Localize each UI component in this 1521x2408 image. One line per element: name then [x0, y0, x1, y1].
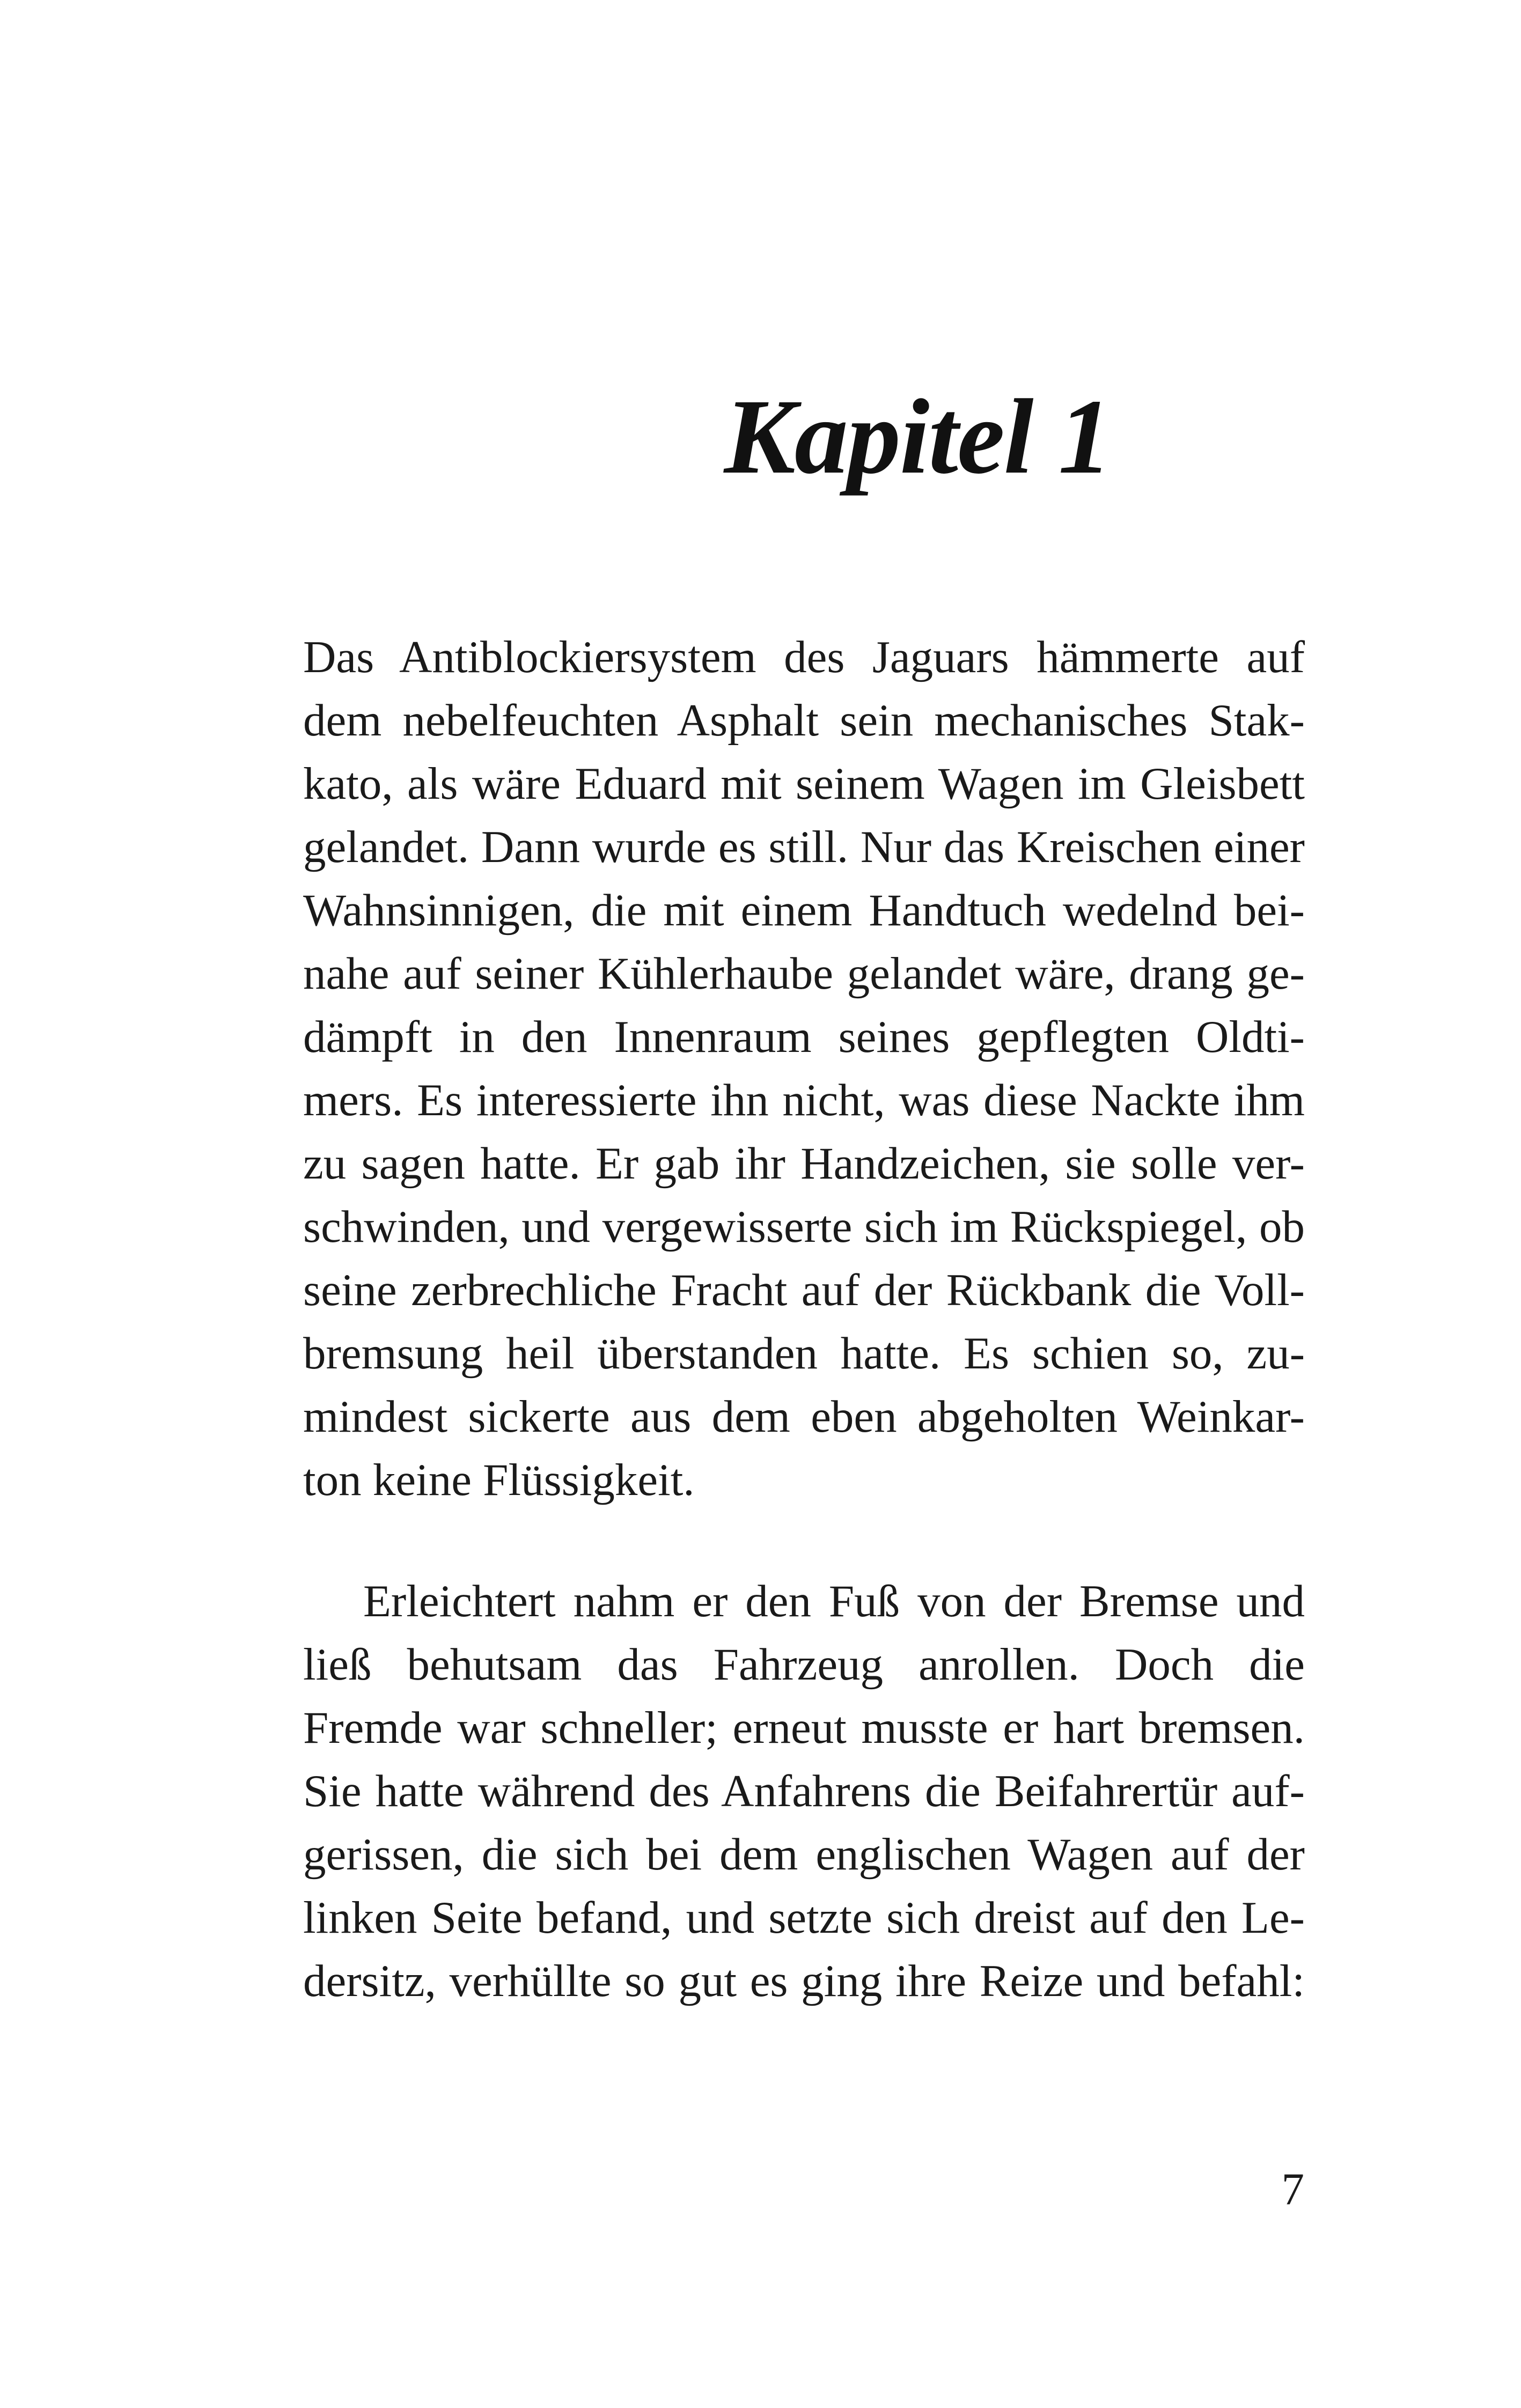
text-line: gelandet. Dann wurde es still. Nur das Kreischen einer — [303, 822, 1305, 872]
chapter-title: Kapitel 1 — [724, 378, 1111, 496]
text-line: linken Seite befand, und setzte sich dreist auf den Le- — [303, 1892, 1305, 1943]
text-line: ton keine Flüssigkeit. — [303, 1455, 695, 1505]
text-line: mindest sickerte aus dem eben abgeholten Weinkar- — [303, 1391, 1305, 1442]
text-line: seine zerbrechliche Fracht auf der Rückbank die Voll- — [303, 1265, 1305, 1315]
text-line: kato, als wäre Eduard mit seinem Wagen im Gleisbett — [303, 759, 1305, 809]
text-line: dem nebelfeuchten Asphalt sein mechanisches Stak- — [303, 695, 1305, 746]
text-line: schwinden, und vergewisserte sich im Rückspiegel, ob — [303, 1202, 1305, 1252]
paragraph-1 — [303, 625, 1305, 1512]
text-line: Fremde war schneller; erneut musste er hart bremsen. — [303, 1703, 1305, 1753]
text-line: Wahnsinnigen, die mit einem Handtuch wedelnd bei- — [303, 885, 1305, 936]
text-line: Das Antiblockiersystem des Jaguars hämmerte auf — [303, 632, 1305, 682]
text-line: bremsung heil überstanden hatte. Es schien so, zu- — [303, 1328, 1305, 1379]
text-line: Erleichtert nahm er den Fuß von der Bremse und — [363, 1576, 1305, 1626]
text-line: Sie hatte während des Anfahrens die Beifahrertür auf- — [303, 1766, 1305, 1816]
text-line: ließ behutsam das Fahrzeug anrollen. Doch die — [303, 1639, 1305, 1690]
text-line: gerissen, die sich bei dem englischen Wagen auf der — [303, 1829, 1305, 1880]
paragraph-2 — [303, 1570, 1305, 2013]
text-line: dersitz, verhüllte so gut es ging ihre Reize und befahl: — [303, 1956, 1305, 2006]
text-line: dämpft in den Innenraum seines gepflegten Oldti- — [303, 1012, 1305, 1062]
page-number: 7 — [1281, 2164, 1304, 2214]
text-line: zu sagen hatte. Er gab ihr Handzeichen, sie solle ver- — [303, 1138, 1305, 1189]
text-line: nahe auf seiner Kühlerhaube gelandet wäre, drang ge- — [303, 948, 1305, 999]
text-line: mers. Es interessierte ihn nicht, was diese Nackte ihm — [303, 1075, 1305, 1125]
